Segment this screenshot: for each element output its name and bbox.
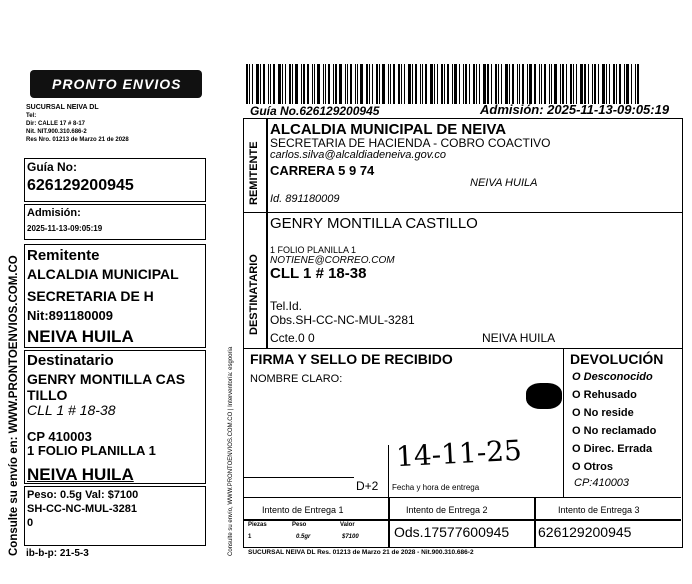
stub-guia-value: 626129200945: [27, 177, 134, 194]
main-guia-line: Guía No.626129200945: [250, 104, 380, 118]
rem-city: NEIVA HUILA: [470, 177, 538, 189]
stub-branch: SUCURSAL NEIVA DL: [26, 104, 99, 111]
barcode-bar: [454, 64, 457, 104]
barcode-bar: [551, 64, 552, 104]
option-no-reclamado[interactable]: O No reclamado: [572, 425, 656, 437]
stub-dest-label: Destinatario: [27, 352, 114, 369]
barcode-bar: [252, 64, 253, 104]
barcode-bar: [246, 64, 248, 104]
barcode-bar: [292, 64, 293, 104]
valor-val: $7100: [342, 534, 359, 540]
barcode-bar: [408, 64, 411, 104]
piezas-val: 1: [248, 534, 252, 540]
stub-footer: ib-b-p: 21-5-3: [26, 548, 89, 559]
guia-number: 626129200945: [538, 524, 632, 540]
barcode-bar: [303, 64, 305, 104]
barcode-bar: [498, 64, 499, 104]
barcode-bar: [372, 64, 373, 104]
barcode-bar: [295, 64, 298, 104]
stub-guia-box: [24, 158, 206, 202]
barcode-bar: [328, 64, 330, 104]
divider: [534, 497, 536, 547]
barcode-bar: [505, 64, 508, 104]
stub-admision-box: [24, 204, 206, 240]
barcode-bar: [473, 64, 475, 104]
barcode-bar: [566, 64, 567, 104]
barcode-bar: [345, 64, 346, 104]
fecha-label: Fecha y hora de entrega: [392, 483, 480, 492]
barcode-bar: [270, 64, 271, 104]
divider: [266, 119, 268, 213]
barcode-bar: [285, 64, 286, 104]
barcode-bar: [307, 64, 309, 104]
barcode-bar: [335, 64, 337, 104]
barcode-bar: [401, 64, 402, 104]
barcode-bar: [415, 64, 417, 104]
ods-number: Ods.17577600945: [394, 524, 510, 540]
stub-admision-label: Admisión:: [27, 207, 81, 219]
firma-title: FIRMA Y SELLO DE RECIBIDO: [250, 351, 453, 367]
signature-line: [244, 477, 354, 478]
divider: [266, 213, 268, 349]
barcode-bar: [301, 64, 302, 104]
barcode-bar: [369, 64, 370, 104]
stub-ref: SH-CC-NC-MUL-3281: [27, 503, 138, 515]
stub-destinatario-box: [24, 350, 206, 484]
barcode-bar: [366, 64, 368, 104]
barcode-bar: [626, 64, 629, 104]
dest-name: GENRY MONTILLA CASTILLO: [270, 215, 478, 232]
logo: [30, 70, 202, 98]
remitente-vlabel: REMITENTE: [248, 141, 260, 205]
stub-nit: Nit. NIT.900.310.686-2: [26, 129, 87, 135]
barcode-bar: [390, 64, 391, 104]
barcode-bar: [444, 64, 445, 104]
stub-remitente-box: [24, 244, 206, 348]
barcode-bar: [479, 64, 480, 104]
barcode-bar: [476, 64, 477, 104]
barcode-bar: [412, 64, 413, 104]
barcode-bar: [355, 64, 356, 104]
barcode-bar: [509, 64, 510, 104]
stub-remitente-label: Remitente: [27, 247, 100, 264]
barcode-bar: [517, 64, 518, 104]
barcode-bar: [382, 64, 385, 104]
barcode: [246, 64, 680, 104]
barcode-bar: [289, 64, 291, 104]
barcode-bar: [606, 64, 607, 104]
barcode-bar: [616, 64, 617, 104]
stub-remitente-city: NEIVA HUILA: [27, 327, 134, 346]
barcode-bar: [584, 64, 586, 104]
barcode-bar: [491, 64, 492, 104]
stub-remitente-dept: SECRETARIA DE H: [27, 288, 154, 304]
barcode-bar: [519, 64, 520, 104]
stub-admision-value: 2025-11-13-09:05:19: [27, 224, 103, 233]
barcode-bar: [249, 64, 250, 104]
barcode-bar: [379, 64, 380, 104]
dest-address: CLL 1 # 18-38: [270, 265, 367, 282]
stub-dest-name-1: GENRY MONTILLA CAS: [27, 371, 186, 387]
barcode-bar: [541, 64, 542, 104]
barcode-bar: [441, 64, 443, 104]
barcode-bar: [465, 64, 467, 104]
stub-res: Res Nro. 01213 de Marzo 21 de 2028: [26, 137, 129, 143]
barcode-bar: [609, 64, 610, 104]
barcode-bar: [501, 64, 502, 104]
option-otros[interactable]: O Otros: [572, 461, 613, 473]
dest-obs: Obs.SH-CC-NC-MUL-3281: [270, 313, 415, 327]
barcode-bar: [434, 64, 435, 104]
rem-id: Id. 891180009: [270, 193, 340, 205]
stub-dest-address: CLL 1 # 18-38: [27, 402, 116, 418]
intento-1: Intento de Entrega 1: [262, 505, 344, 515]
barcode-bar: [282, 64, 283, 104]
barcode-bar: [388, 64, 389, 104]
barcode-bar: [635, 64, 636, 104]
stub-dest-cp: CP 410003: [27, 429, 92, 444]
bottom-row: [244, 519, 681, 521]
barcode-bar: [350, 64, 352, 104]
barcode-bar: [256, 64, 259, 104]
barcode-bar: [592, 64, 593, 104]
rem-address: CARRERA 5 9 74: [270, 163, 375, 178]
barcode-bar: [624, 64, 625, 104]
cp-label: CP:410003: [574, 477, 630, 489]
d2-label: D+2: [356, 479, 379, 493]
logo-text: PRONTO ENVIOS: [52, 76, 182, 92]
stub-ref2: 0: [27, 517, 34, 529]
barcode-bar: [317, 64, 320, 104]
intento-3: Intento de Entrega 3: [558, 505, 640, 515]
stub-remitente-name: ALCALDIA MUNICIPAL: [27, 266, 179, 282]
stub-dest-folio: 1 FOLIO PLANILLA 1: [27, 443, 156, 458]
barcode-bar: [570, 64, 572, 104]
barcode-bar: [347, 64, 348, 104]
nombre-claro: NOMBRE CLARO:: [250, 373, 343, 385]
barcode-bar: [323, 64, 324, 104]
option-no-reside[interactable]: O No reside: [572, 407, 634, 419]
barcode-bar: [631, 64, 632, 104]
barcode-bar: [613, 64, 615, 104]
barcode-bar: [463, 64, 464, 104]
barcode-bar: [483, 64, 486, 104]
barcode-bar: [437, 64, 438, 104]
peso-label: Peso: [292, 522, 307, 528]
barcode-bar: [487, 64, 489, 104]
barcode-bar: [268, 64, 269, 104]
barcode-bar: [273, 64, 275, 104]
barcode-bar: [452, 64, 453, 104]
barcode-bar: [420, 64, 421, 104]
barcode-bar: [263, 64, 265, 104]
barcode-bar: [529, 64, 532, 104]
barcode-bar: [576, 64, 577, 104]
barcode-bar: [398, 64, 400, 104]
piezas-label: Piezas: [248, 522, 267, 528]
stub-tel: Tel:: [26, 113, 37, 119]
side-small-text: Consulte su envío, WWW.PRONTOENVIOS.COM.CO | Interventoría: esgooria: [228, 346, 234, 556]
barcode-bar: [554, 64, 557, 104]
intento-2: Intento de Entrega 2: [406, 505, 488, 515]
stamp-scribble: [526, 383, 562, 409]
stub-dir: Dir: CALLE 17 # 8-17: [26, 121, 86, 127]
dest-city: NEIVA HUILA: [482, 331, 556, 345]
side-url: Consulte su envío en: WWW.PRONTOENVIOS.COM.CO: [8, 255, 20, 556]
barcode-bar: [580, 64, 583, 104]
barcode-bar: [314, 64, 315, 104]
barcode-bar: [619, 64, 621, 104]
stub-peso: Peso: 0.5g Val: $7100: [27, 489, 139, 501]
dest-folio: 1 FOLIO PLANILLA 1: [270, 245, 357, 255]
barcode-bar: [549, 64, 550, 104]
barcode-bar: [469, 64, 470, 104]
stub-guia-label: Guía No:: [27, 160, 77, 174]
barcode-bar: [594, 64, 596, 104]
barcode-bar: [459, 64, 460, 104]
barcode-bar: [560, 64, 561, 104]
dest-email: NOTIENE@CORREO.COM: [270, 255, 395, 266]
valor-label: Valor: [340, 522, 355, 528]
rem-email: carlos.silva@alcaldiadeneiva.gov.co: [270, 149, 447, 161]
barcode-bar: [534, 64, 536, 104]
stub-peso-box: [24, 486, 206, 546]
barcode-bar: [430, 64, 433, 104]
barcode-bar: [357, 64, 358, 104]
stub-remitente-nit: Nit:891180009: [27, 308, 114, 323]
devolucion-title: DEVOLUCIÓN: [570, 351, 664, 367]
barcode-bar: [527, 64, 528, 104]
divider: [388, 497, 390, 547]
handwritten-date: 14-11-25: [395, 433, 523, 474]
barcode-bar: [539, 64, 540, 104]
main-admision-line: Admisión: 2025-11-13-09:05:19: [480, 102, 670, 117]
barcode-bar: [495, 64, 497, 104]
barcode-bar: [637, 64, 639, 104]
barcode-bar: [278, 64, 281, 104]
barcode-bar: [602, 64, 605, 104]
barcode-bar: [404, 64, 405, 104]
barcode-bar: [376, 64, 378, 104]
option-rehusado[interactable]: O Rehusado: [572, 389, 637, 401]
barcode-bar: [333, 64, 334, 104]
barcode-bar: [393, 64, 395, 104]
rem-name: ALCALDIA MUNICIPAL DE NEIVA: [270, 121, 507, 138]
barcode-bar: [588, 64, 589, 104]
stub-dest-name-2: TILLO: [27, 387, 68, 403]
barcode-bar: [360, 64, 363, 104]
main-frame: [243, 118, 683, 548]
barcode-bar: [260, 64, 261, 104]
option-desconocido[interactable]: O Desconocido: [572, 371, 653, 383]
barcode-bar: [573, 64, 574, 104]
peso-val: 0.5gr: [296, 534, 311, 540]
barcode-bar: [522, 64, 524, 104]
barcode-bar: [425, 64, 427, 104]
dest-vlabel: DESTINATARIO: [248, 254, 260, 335]
barcode-bar: [339, 64, 342, 104]
main-footer: SUCURSAL NEIVA DL Res. 01213 de Marzo 21 de 2028 - Nit.900.310.686-2: [248, 549, 474, 556]
rem-dept: SECRETARIA DE HACIENDA - COBRO COACTIVO: [270, 136, 551, 150]
barcode-bar: [422, 64, 423, 104]
barcode-bar: [562, 64, 564, 104]
barcode-bar: [512, 64, 514, 104]
barcode-bar: [598, 64, 599, 104]
dest-tel: Tel.Id.: [270, 299, 303, 313]
barcode-bar: [312, 64, 313, 104]
option-direc-errada[interactable]: O Direc. Errada: [572, 443, 652, 455]
barcode-bar: [325, 64, 326, 104]
stub-dest-city: NEIVA HUILA: [27, 465, 134, 484]
barcode-bar: [447, 64, 449, 104]
barcode-bar: [544, 64, 546, 104]
dest-ccte: Ccte.0 0: [270, 331, 315, 345]
